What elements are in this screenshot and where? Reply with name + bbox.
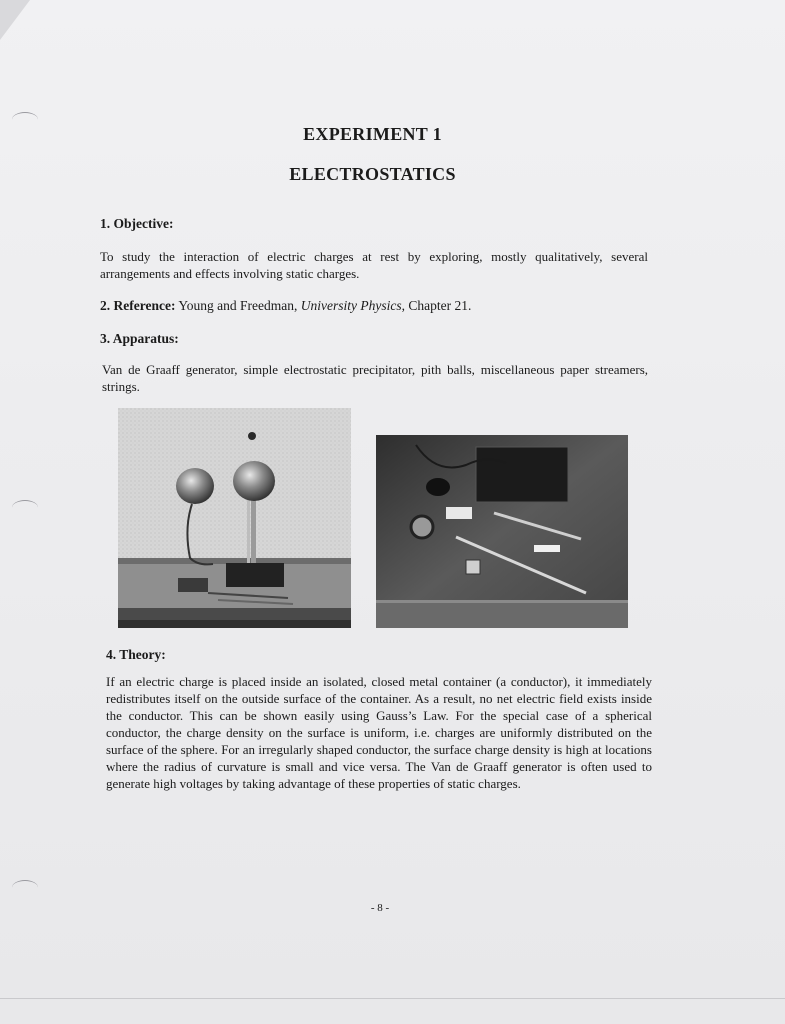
van-de-graaff-photo (118, 408, 351, 628)
page-edge (0, 998, 785, 999)
binder-hole-mark (12, 500, 38, 515)
page-corner (0, 0, 30, 40)
apparatus-heading: 3. Apparatus: (100, 331, 179, 346)
reference-line (100, 297, 660, 314)
objective-heading: 1. Objective: (100, 216, 174, 231)
document-subtitle: ELECTROSTATICS (289, 164, 456, 184)
page-number: - 8 - (370, 902, 390, 914)
reference-chapter: , Chapter 21. (401, 298, 472, 313)
reference-label: 2. Reference: (100, 298, 176, 313)
theory-text: If an electric charge is placed inside an isolated, closed metal container (a conductor), it immediately redistributes itself on the outside surface of the container. As a result, no net electric field exists inside the conductor. This can be shown easily using Gauss’s Law. For the special case of a spherical conductor, the charge density on the surface is uniform, i.e. charges are uniformly distributed on the surface of the sphere. For an irregularly shaped conductor, the surface charge density is high at locations where the radius of curvature is small and vice versa. The Van de Graaff generator is often used to generate high voltages by taking advantage of these properties of static charges. (106, 674, 652, 791)
apparatus-text: Van de Graaff generator, simple electrostatic precipitator, pith balls, miscellaneous paper streamers, strings. (102, 362, 648, 394)
binder-hole-mark (12, 880, 38, 895)
reference-authors: Young and Freedman, (175, 298, 301, 313)
apparatus-photo (376, 435, 628, 628)
document-title: EXPERIMENT 1 (303, 124, 442, 144)
theory-heading: 4. Theory: (106, 647, 166, 662)
reference-book-title: University Physics (300, 298, 402, 313)
objective-text: To study the interaction of electric charges at rest by exploring, mostly qualitatively, several arrangements and effects involving static charges. (100, 249, 648, 281)
